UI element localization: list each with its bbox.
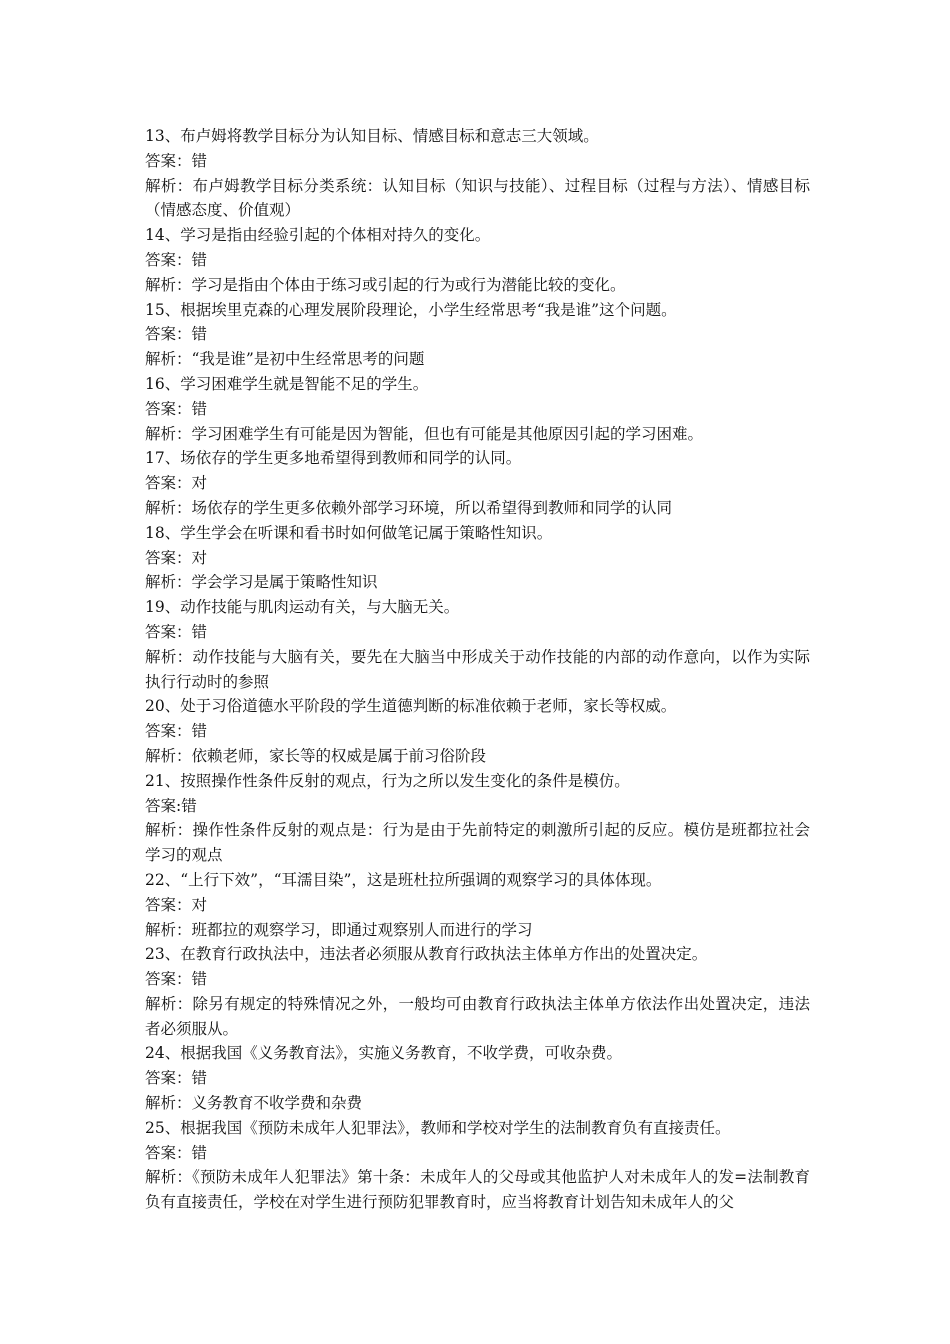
- answer-17: 答案：对: [145, 474, 208, 493]
- answer-23: 答案：错: [145, 970, 208, 989]
- question-13: 13、布卢姆将教学目标分为认知目标、情感目标和意志三大领域。: [145, 127, 599, 145]
- analysis-25: 解析：《预防未成年人犯罪法》第十条：未成年人的父母或其他监护人对未成年人的发=法制教育负有直接责任，学校在对学生进行预防犯罪教育时，应当将教育计划告知未成年人的父: [145, 1168, 810, 1212]
- answer-14: 答案：错: [145, 250, 208, 269]
- analysis-24: 解析：义务教育不收学费和杂费: [145, 1094, 363, 1113]
- answer-22: 答案：对: [145, 895, 208, 914]
- analysis-18: 解析：学会学习是属于策略性知识: [145, 573, 378, 592]
- question-25: 25、根据我国《预防未成年人犯罪法》，教师和学校对学生的法制教育负有直接责任。: [145, 1118, 731, 1137]
- answer-18: 答案：对: [145, 548, 208, 567]
- answer-16: 答案：错: [145, 399, 208, 418]
- analysis-16: 解析：学习困难学生有可能是因为智能，但也有可能是其他原因引起的学习困难。: [145, 424, 704, 443]
- question-14: 14、学习是指由经验引起的个体相对持久的变化。: [145, 226, 491, 245]
- question-21: 21、按照操作性条件反射的观点，行为之所以发生变化的条件是模仿。: [145, 771, 630, 790]
- question-17: 17、场依存的学生更多地希望得到教师和同学的认同。: [145, 449, 522, 468]
- analysis-17: 解析：场依存的学生更多依赖外部学习环境，所以希望得到教师和同学的认同: [145, 498, 673, 517]
- analysis-15: 解析：“我是谁”是初中生经常思考的问题: [145, 350, 425, 369]
- document-body: [145, 124, 810, 1215]
- answer-25: 答案：错: [145, 1143, 208, 1162]
- question-22: 22、“上行下效”，“耳濡目染”，这是班杜拉所强调的观察学习的具体体现。: [145, 870, 662, 889]
- answer-20: 答案：错: [145, 722, 208, 741]
- analysis-20: 解析：依赖老师，家长等的权威是属于前习俗阶段: [145, 746, 487, 765]
- question-18: 18、学生学会在听课和看书时如何做笔记属于策略性知识。: [145, 523, 553, 542]
- analysis-21: 解析：操作性条件反射的观点是：行为是由于先前特定的刺激所引起的反应。模仿是班都拉社会学习的观点: [145, 821, 810, 865]
- question-15: 15、根据埃里克森的心理发展阶段理论，小学生经常思考“我是谁”这个问题。: [145, 300, 677, 319]
- analysis-14: 解析：学习是指由个体由于练习或引起的行为或行为潜能比较的变化。: [145, 275, 626, 294]
- analysis-13: 解析：布卢姆教学目标分类系统：认知目标（知识与技能）、过程目标（过程与方法）、情感目标（情感态度、价值观）: [145, 176, 810, 220]
- analysis-22: 解析：班都拉的观察学习，即通过观察别人而进行的学习: [145, 920, 533, 939]
- answer-15: 答案：错: [145, 325, 208, 344]
- question-19: 19、动作技能与肌肉运动有关，与大脑无关。: [145, 598, 460, 617]
- answer-21: 答案:错: [145, 796, 197, 815]
- answer-24: 答案：错: [145, 1069, 208, 1088]
- question-20: 20、处于习俗道德水平阶段的学生道德判断的标准依赖于老师，家长等权威。: [145, 697, 677, 716]
- answer-19: 答案：错: [145, 622, 208, 641]
- question-23: 23、在教育行政执法中，违法者必须服从教育行政执法主体单方作出的处置决定。: [145, 945, 708, 964]
- question-16: 16、学习困难学生就是智能不足的学生。: [145, 374, 429, 393]
- answer-13: 答案：错: [145, 151, 208, 170]
- analysis-19: 解析：动作技能与大脑有关，要先在大脑当中形成关于动作技能的内部的动作意向，以作为实际执行行动时的参照: [145, 647, 810, 691]
- analysis-23: 解析：除另有规定的特殊情况之外，一般均可由教育行政执法主体单方依法作出处置决定，违法者必须服从。: [145, 994, 810, 1038]
- question-24: 24、根据我国《义务教育法》，实施义务教育，不收学费，可收杂费。: [145, 1044, 622, 1063]
